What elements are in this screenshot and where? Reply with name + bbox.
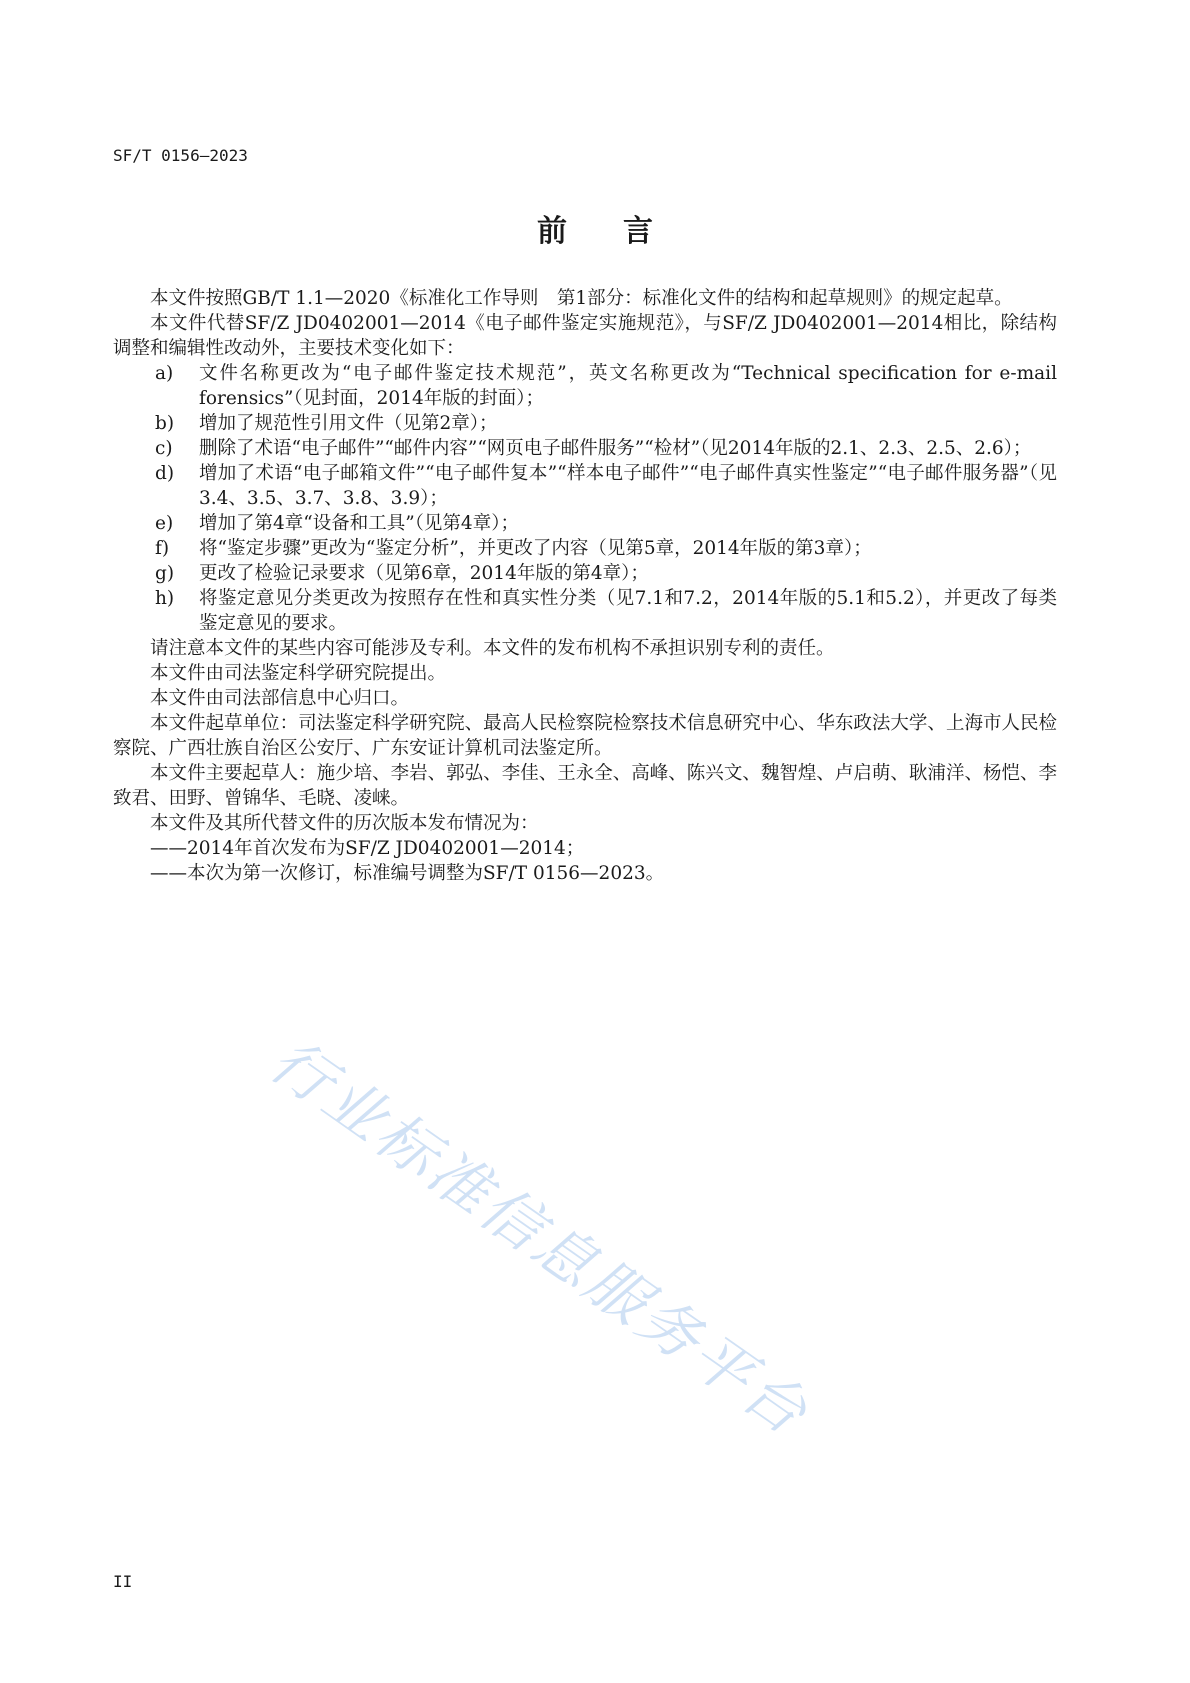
paragraph-drafting-units: 本文件起草单位：司法鉴定科学研究院、最高人民检察院检察技术信息研究中心、华东政法大学、上海市人民检察院、广西壮族自治区公安厅、广东安证计算机司法鉴定所。 — [113, 713, 1057, 759]
list-item — [113, 436, 1057, 461]
document-code: SF/T 0156—2023 — [113, 146, 248, 165]
paragraph-replacement: 本文件代替SF/Z JD0402001—2014《电子邮件鉴定实施规范》，与SF/Z JD0402001—2014相比，除结构调整和编辑性改动外，主要技术变化如下： — [113, 313, 1057, 359]
list-item-text: 将鉴定意见分类更改为按照存在性和真实性分类（见7.1和7.2，2014年版的5.1和5.2），并更改了每类鉴定意见的要求。 — [199, 588, 1057, 634]
list-item-text: 更改了检验记录要求（见第6章，2014年版的第4章）； — [199, 563, 649, 584]
list-marker: e) — [155, 513, 174, 534]
list-item-text: 删除了术语“电子邮件”“邮件内容”“网页电子邮件服务”“检材”（见2014年版的2.1、2.3、2.5、2.6）； — [199, 438, 1032, 459]
list-marker: f) — [155, 538, 170, 559]
list-marker: a) — [155, 363, 174, 384]
paragraph-proposer: 本文件由司法鉴定科学研究院提出。 — [150, 663, 447, 684]
paragraph-patent-notice: 请注意本文件的某些内容可能涉及专利。本文件的发布机构不承担识别专利的责任。 — [150, 638, 835, 659]
changes-list — [113, 361, 1057, 636]
list-item — [113, 411, 1057, 436]
list-item — [113, 361, 1057, 411]
list-item-text: 将“鉴定步骤”更改为“鉴定分析”，并更改了内容（见第5章，2014年版的第3章）； — [199, 538, 872, 559]
history-item: ——本次为第一次修订，标准编号调整为SF/T 0156—2023。 — [150, 863, 665, 884]
paragraph-drafting-rules: 本文件按照GB/T 1.1—2020《标准化工作导则 第1部分：标准化文件的结构和起草规则》的规定起草。 — [150, 288, 1013, 309]
paragraph-history-intro: 本文件及其所代替文件的历次版本发布情况为： — [150, 813, 539, 834]
watermark: 行业标准信息服务平台 — [257, 1025, 822, 1451]
list-item — [113, 461, 1057, 511]
page-title: 前言 — [537, 214, 709, 249]
list-item — [113, 511, 1057, 536]
foreword-body — [113, 286, 1057, 886]
list-marker: h) — [155, 588, 175, 609]
page-number: II — [113, 1572, 133, 1591]
list-marker: g) — [155, 563, 175, 584]
list-item — [113, 561, 1057, 586]
list-marker: b) — [155, 413, 175, 434]
list-marker: c) — [155, 438, 173, 459]
history-item: ——2014年首次发布为SF/Z JD0402001—2014； — [150, 838, 585, 859]
list-item — [113, 536, 1057, 561]
list-item-text: 增加了术语“电子邮箱文件”“电子邮件复本”“样本电子邮件”“电子邮件真实性鉴定”“电子邮件服务器”（见3.4、3.5、3.7、3.8、3.9）； — [199, 463, 1057, 509]
paragraph-centralized: 本文件由司法部信息中心归口。 — [150, 688, 410, 709]
paragraph-drafters: 本文件主要起草人：施少培、李岩、郭弘、李佳、王永全、高峰、陈兴文、魏智煌、卢启萌、耿浦洋、杨恺、李致君、田野、曾锦华、毛晓、凌崃。 — [113, 763, 1057, 809]
list-marker: d) — [155, 463, 175, 484]
list-item — [113, 586, 1057, 636]
list-item-text: 增加了规范性引用文件（见第2章）； — [199, 413, 498, 434]
list-item-text: 文件名称更改为“电子邮件鉴定技术规范”，英文名称更改为“Technical specification for e-mail forensics”（见封面，2014年版的封面）； — [199, 363, 1057, 409]
list-item-text: 增加了第4章“设备和工具”（见第4章）； — [199, 513, 519, 534]
